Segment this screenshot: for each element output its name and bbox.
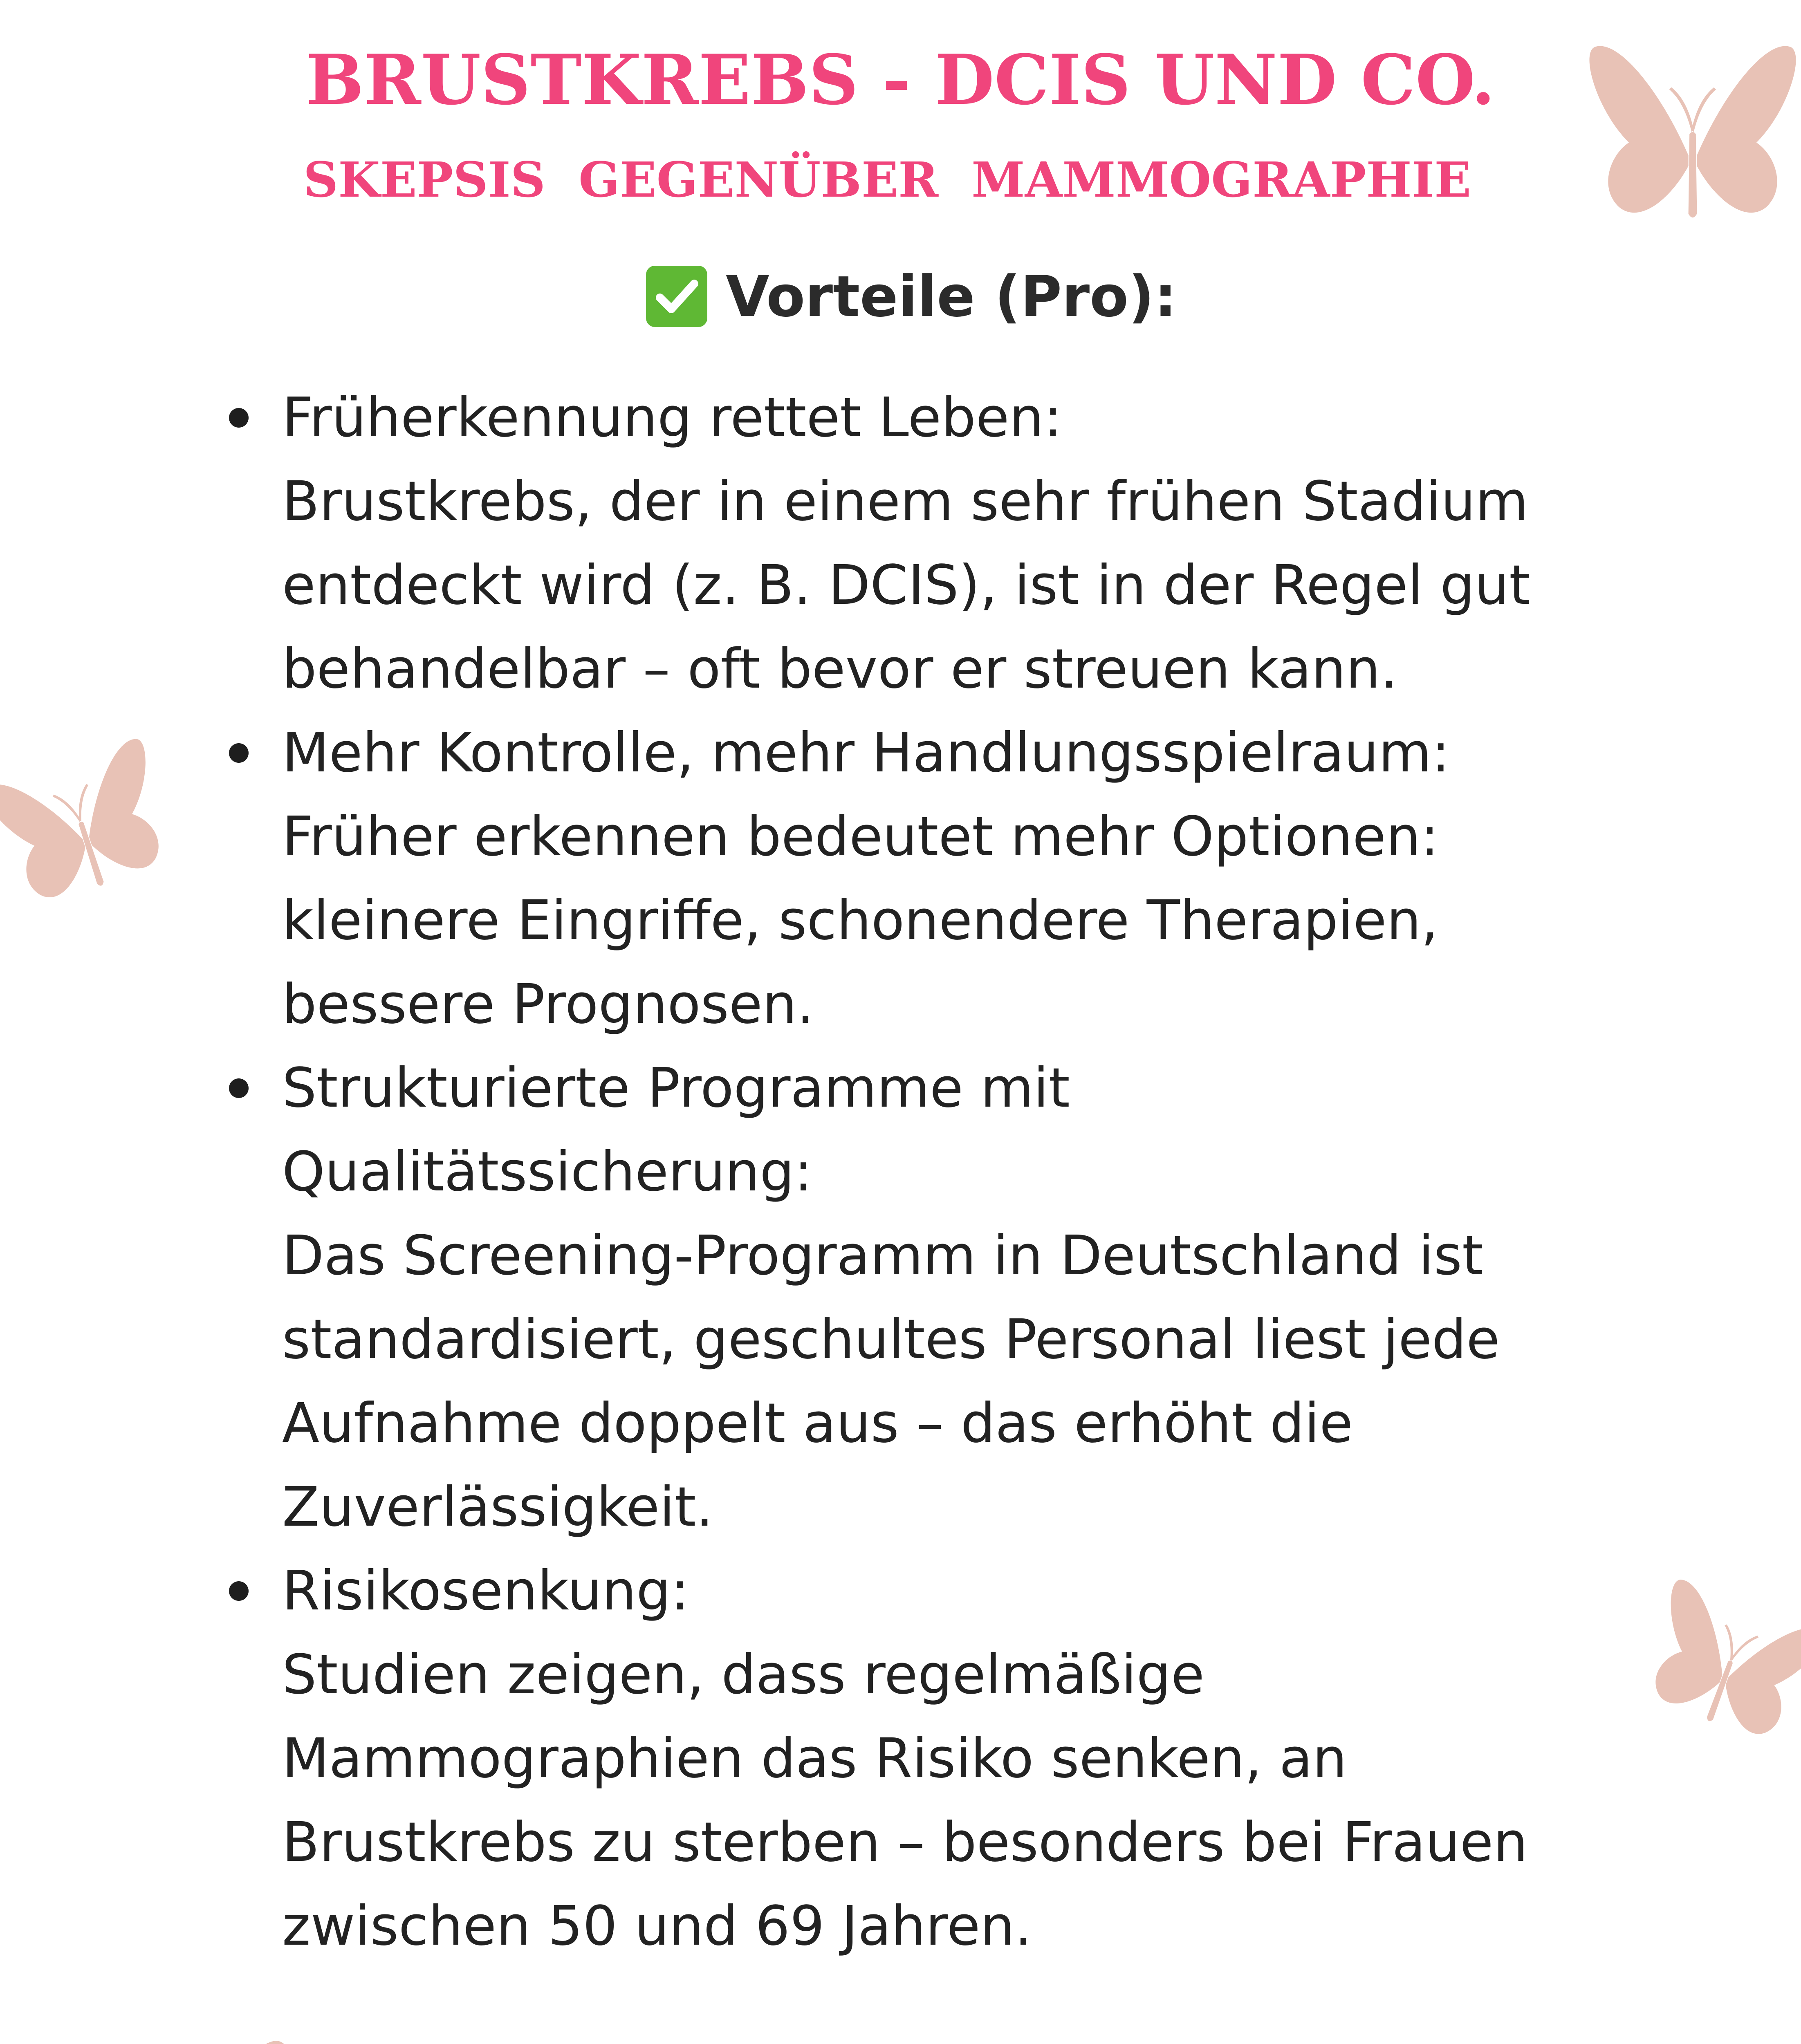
pros-heading [646,262,1177,331]
pros-heading-text: Vorteile (Pro): [726,263,1177,329]
check-mark-icon [646,266,707,327]
bullet-icon [229,1581,249,1601]
butterfly-icon-right-middle [1616,1560,1801,1792]
list-item-title: Mehr Kontrolle, mehr Handlungsspielraum: [282,722,1450,784]
butterfly-icon-left-middle [0,722,197,954]
page-title: BRUSTKREBS - DCIS UND CO. [306,39,1495,120]
bullet-icon [229,743,249,763]
bullet-icon [229,1078,249,1098]
list-item [229,711,1599,1047]
list-item [229,1047,1599,1549]
pros-list [229,376,1599,1968]
butterfly-icon-bottom-left [0,2010,428,2044]
bullet-icon [229,408,249,428]
list-item-text: Das Screening-Programm in Deutschland ist standardisiert, geschultes Personal liest jede Aufnahme doppelt aus – das erhöht die Zuverlässigkeit. [282,1224,1500,1539]
list-item-text: Brustkrebs, der in einem sehr frühen Stadium entdeckt wird (z. B. DCIS), ist in der Regel gut behandelbar – oft bevor er streuen kann. [282,470,1531,701]
list-item-text: Früher erkennen bedeutet mehr Optionen: kleinere Eingriffe, schonendere Therapien, bessere Prognosen. [282,805,1439,1036]
list-item-title: Früherkennung rettet Leben: [282,386,1062,449]
page-subtitle: SKEPSIS GEGENÜBER MAMMOGRAPHIE [303,151,1471,208]
list-item [229,1549,1599,1968]
list-item [229,376,1599,711]
list-item-text: Studien zeigen, dass regelmäßige Mammographien das Risiko senken, an Brustkrebs zu sterben – besonders bei Frauen zwischen 50 und 69 Jahren. [282,1643,1528,1958]
list-item-title: Risikosenkung: [282,1560,689,1623]
list-item-title: Strukturierte Programme mit Qualitätssicherung: [282,1057,1070,1204]
